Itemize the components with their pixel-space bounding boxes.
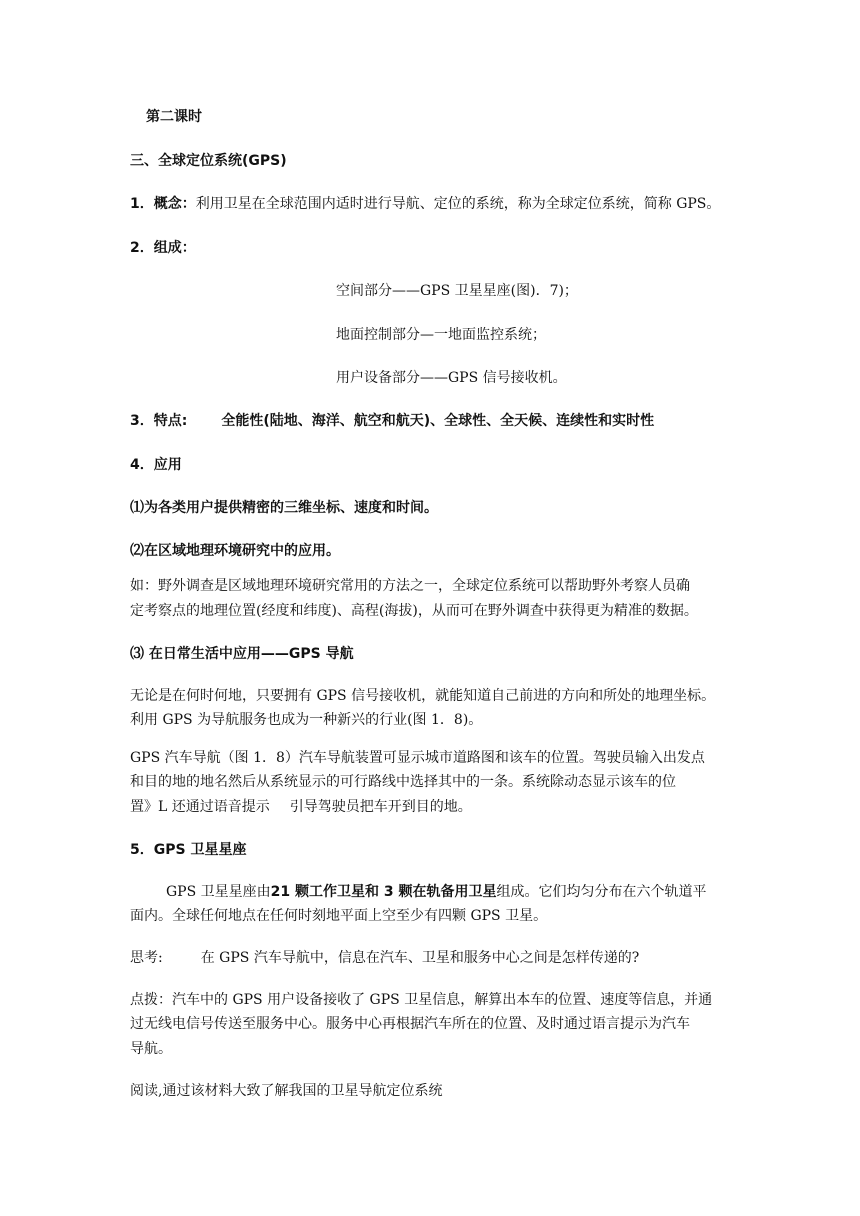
concept-label: 1．概念：: [130, 196, 196, 212]
application-item-3: ⑶ 在日常生活中应用——GPS 导航: [130, 646, 354, 662]
constellation-label: 5．GPS 卫星星座: [130, 842, 247, 858]
think-label: 思考:: [130, 950, 163, 966]
application-item-1: ⑴为各类用户提供精密的三维坐标、速度和时间。: [130, 500, 438, 516]
constellation-line-2: 面内。全球任何地点在任何时刻地平面上空至少有四颗 GPS 卫星。: [130, 908, 548, 924]
navigation-line-1: 无论是在何时何地，只要拥有 GPS 信号接收机，就能知道自己前进的方向和所处的地理坐标。: [130, 688, 716, 704]
lesson-heading: 第二课时: [146, 109, 202, 125]
car-navigation-line-3b: 引导驾驶员把车开到目的地。: [289, 799, 472, 815]
think-paragraph: [130, 948, 639, 968]
navigation-line-2: 利用 GPS 为导航服务也成为一种新兴的行业(图 1．8)。: [130, 712, 483, 728]
car-navigation-line-1: GPS 汽车导航（图 1．8）汽车导航装置可显示城市道路图和该车的位置。驾驶员输入出发点: [130, 750, 705, 766]
concept-text: 利用卫星在全球范围内适时进行导航、定位的系统，称为全球定位系统，简称 GPS。: [195, 196, 721, 212]
constellation-highlight: 21 颗工作卫星和 3 颗在轨备用卫星: [270, 884, 497, 900]
features-paragraph: [130, 411, 654, 431]
application-item-2: ⑵在区域地理环境研究中的应用。: [130, 543, 340, 559]
concept-paragraph: [130, 194, 720, 214]
features-label: 3．特点:: [130, 413, 188, 429]
composition-item-space: 空间部分——GPS 卫星星座(图)．7)；: [336, 283, 578, 299]
application-label: 4．应用: [130, 457, 182, 473]
example-line-2: 定考察点的地理位置(经度和纬度)、高程(海拔)，从而可在野外调查中获得更为精准的数据。: [130, 603, 698, 619]
hint-line-3: 导航。: [130, 1041, 172, 1057]
hint-line-2: 过无线电信号传送至服务中心。服务中心再根据汽车所在的位置、及时通过语言提示为汽车: [130, 1016, 690, 1032]
example-line-1: 如：野外调查是区域地理环境研究常用的方法之一，全球定位系统可以帮助野外考察人员确: [130, 578, 690, 594]
composition-item-user: 用户设备部分——GPS 信号接收机。: [336, 370, 567, 386]
hint-line-1: 点拨：汽车中的 GPS 用户设备接收了 GPS 卫星信息，解算出本车的位置、速度等信息，并通: [130, 992, 713, 1008]
reading-note: 阅读,通过该材料大致了解我国的卫星导航定位系统: [130, 1083, 443, 1099]
constellation-line-1: [166, 882, 707, 902]
car-navigation-line-3a: 置》L 还通过语音提示: [130, 799, 270, 815]
features-text: 全能性(陆地、海洋、航空和航天)、全球性、全天候、连续性和实时性: [221, 413, 655, 429]
composition-item-ground: 地面控制部分—一地面监控系统；: [336, 327, 546, 343]
section-title: 三、全球定位系统(GPS): [130, 153, 287, 169]
composition-label: 2．组成：: [130, 240, 196, 256]
car-navigation-line-2: 和目的地的地名然后从系统显示的可行路线中选择其中的一条。系统除动态显示该车的位: [130, 774, 676, 790]
car-navigation-line-3: [130, 797, 472, 817]
constellation-text-c: 组成。它们均匀分布在六个轨道平: [496, 884, 707, 900]
think-text: 在 GPS 汽车导航中，信息在汽车、卫星和服务中心之间是怎样传递的?: [200, 950, 640, 966]
constellation-text-a: GPS 卫星星座由: [166, 884, 271, 900]
